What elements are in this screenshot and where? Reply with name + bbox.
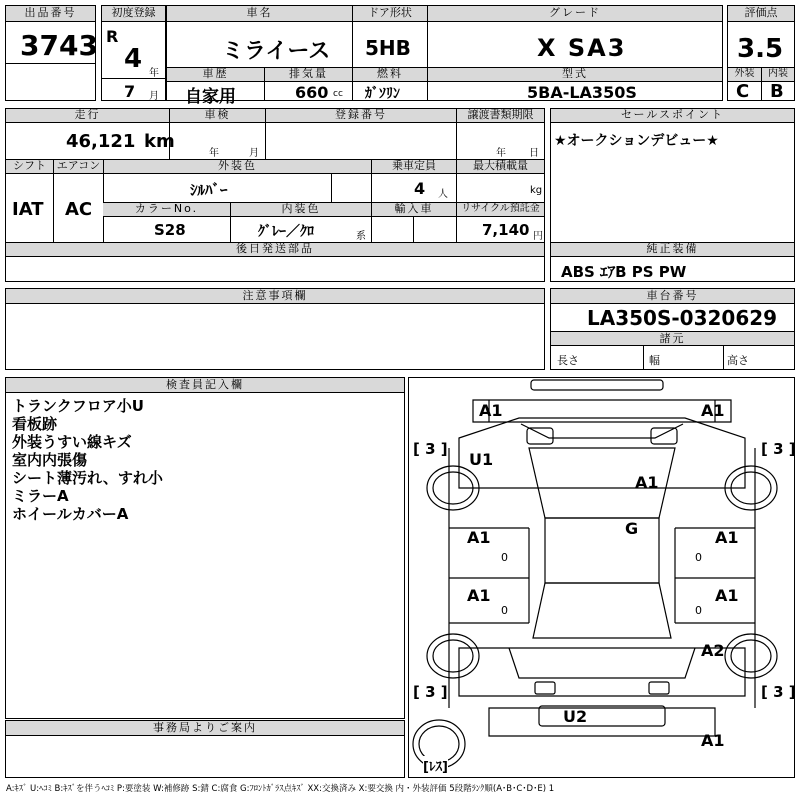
int-color-value: ｸﾞﾚｰ／ｸﾛ (258, 224, 314, 240)
later-parts-label: 後日発送部品 (6, 243, 544, 257)
int-score-label: 内装 (761, 68, 794, 82)
car-outline-diagram (409, 378, 794, 777)
tire-grade: [ 3 ] (761, 440, 796, 458)
damage-mark: U2 (563, 707, 588, 726)
inspection-month-unit: 月 (249, 148, 259, 159)
model-label: 型式 (427, 68, 722, 82)
recycle-label: リサイクル預託金 (456, 203, 544, 217)
color-no-label: カラーNo. (103, 203, 230, 217)
door-handle-mark: 0 (695, 551, 702, 564)
chassis-label: 車台番号 (551, 289, 794, 304)
history-value: 自家用 (185, 87, 236, 107)
damage-mark: A1 (635, 473, 659, 492)
recycle-value: 7,140 (482, 221, 530, 239)
damage-mark: A1 (479, 401, 503, 420)
first-reg-label: 初度登録 (102, 6, 165, 22)
fuel-value: ｶﾞｿﾘﾝ (365, 86, 400, 102)
office-label: 事務局よりご案内 (6, 721, 404, 736)
displacement-label: 排気量 (264, 68, 352, 82)
fuel-label: 燃料 (352, 68, 427, 82)
first-registration-box (101, 5, 166, 101)
mileage-label: 走行 (6, 109, 169, 123)
tire-grade: [ 3 ] (413, 440, 448, 458)
tire-grade: [ 3 ] (761, 683, 796, 701)
spec-length-label: 長さ (557, 354, 579, 367)
lot-label: 出品番号 (6, 6, 95, 22)
aircon-value: AC (65, 199, 93, 220)
shift-value: IAT (12, 199, 44, 220)
inspector-box (5, 377, 405, 719)
first-reg-year-unit: 年 (149, 68, 159, 79)
first-reg-era: R (106, 27, 119, 46)
inspection-label: 車検 (169, 109, 265, 123)
inspector-note: シート薄汚れ、すれ小 (12, 469, 163, 487)
first-reg-year: 4 (124, 44, 143, 74)
inspector-label: 検査員記入欄 (6, 378, 404, 393)
transfer-day-unit: 日 (529, 148, 539, 159)
damage-mark: A1 (701, 401, 725, 420)
lot-number-box (5, 5, 96, 101)
history-label: 車歴 (167, 68, 264, 82)
damage-mark: A1 (467, 528, 491, 547)
first-reg-month: 7 (124, 82, 136, 101)
inspector-note: 外装うすい線キズ (12, 433, 132, 451)
car-name-label: 車名 (167, 6, 352, 22)
chassis-value: LA350S-0320629 (587, 306, 778, 330)
caution-box (5, 288, 545, 370)
max-load-unit: kg (530, 185, 543, 196)
inspector-note: ミラーA (12, 487, 69, 505)
inspector-note: 室内内張傷 (12, 451, 88, 469)
damage-mark: U1 (469, 450, 494, 469)
damage-mark: A1 (715, 586, 739, 605)
inspection-year-unit: 年 (209, 148, 219, 159)
specs-label: 諸元 (551, 331, 794, 346)
equipment-label: 純正装備 (551, 243, 794, 257)
int-color-label: 内装色 (230, 203, 371, 217)
damage-mark: A1 (701, 731, 725, 750)
tire-grade: [ 3 ] (413, 683, 448, 701)
score-box (727, 5, 795, 101)
office-box (5, 720, 405, 778)
damage-diagram (408, 377, 795, 778)
car-name-value: ミライース (222, 39, 331, 64)
inspector-note: トランクフロア小U (12, 397, 144, 415)
reg-no-label: 登録番号 (265, 109, 456, 123)
damage-mark: G (625, 519, 639, 538)
chassis-box (550, 288, 795, 370)
transfer-label: 譲渡書類期限 (456, 109, 544, 123)
displacement-value: 660 (295, 83, 329, 102)
door-handle-mark: 0 (695, 604, 702, 617)
capacity-value: 4 (414, 179, 426, 198)
shift-label: シフト (6, 160, 53, 174)
grade-label: グレード (427, 6, 722, 22)
model-value: 5BA-LA350S (527, 83, 637, 102)
color-no-value: S28 (154, 221, 186, 239)
score-value: 3.5 (737, 34, 784, 64)
inspector-note: ホイールカバーA (12, 505, 129, 523)
door-label: ドア形状 (352, 6, 427, 22)
ext-score-label: 外装 (728, 68, 761, 82)
int-color-unit: 系 (356, 231, 366, 242)
aircon-label: エアコン (53, 160, 103, 174)
door-handle-mark: 0 (501, 551, 508, 564)
grade-value: X SA3 (537, 34, 627, 62)
displacement-unit: cc (333, 89, 343, 99)
sales-point-value: ★オークションデビュー★ (554, 133, 719, 149)
damage-mark: A2 (701, 641, 725, 660)
max-load-label: 最大積載量 (456, 160, 544, 174)
mileage-value: 46,121 (66, 131, 136, 152)
spec-height-label: 高さ (727, 354, 749, 367)
capacity-unit: 人 (438, 189, 448, 200)
legend-text: A:ｷｽﾞ U:ﾍｺﾐ B:ｷｽﾞを伴うﾍｺﾐ P:要塗装 W:補修跡 S:錆 C:腐食 G:ﾌﾛﾝﾄｶﾞﾗｽ点ｷｽﾞ XX:交換済み X:要交換 内・外装評価 5段階ﾗﾝｸ順(A･B･C･D･E) 1 (6, 784, 555, 794)
door-value: 5HB (365, 36, 411, 60)
details-box (5, 108, 545, 282)
spare-tire-grade: [ﾚｽ] (423, 756, 448, 775)
ext-score-value: C (736, 81, 750, 102)
first-reg-month-unit: 月 (149, 91, 159, 102)
vehicle-info-box (166, 5, 723, 107)
damage-mark: A1 (715, 528, 739, 547)
inspector-note: 看板跡 (12, 415, 58, 433)
recycle-unit: 円 (533, 231, 543, 242)
score-label: 評価点 (728, 6, 794, 22)
equipment-value: ABS ｴｱB PS PW (561, 263, 687, 281)
ext-color-value: ｼﾙﾊﾞｰ (190, 181, 228, 199)
lot-value: 3743 (20, 29, 98, 62)
import-label: 輸入車 (371, 203, 456, 217)
damage-mark: A1 (467, 586, 491, 605)
door-handle-mark: 0 (501, 604, 508, 617)
capacity-label: 乗車定員 (371, 160, 456, 174)
sales-point-label: セールスポイント (551, 109, 794, 123)
ext-color-label: 外装色 (103, 160, 371, 174)
caution-label: 注意事項欄 (6, 289, 544, 304)
spec-width-label: 幅 (649, 354, 660, 367)
int-score-value: B (770, 81, 784, 102)
mileage-unit: km (144, 131, 175, 152)
sales-point-box (550, 108, 795, 282)
transfer-year-unit: 年 (496, 148, 506, 159)
